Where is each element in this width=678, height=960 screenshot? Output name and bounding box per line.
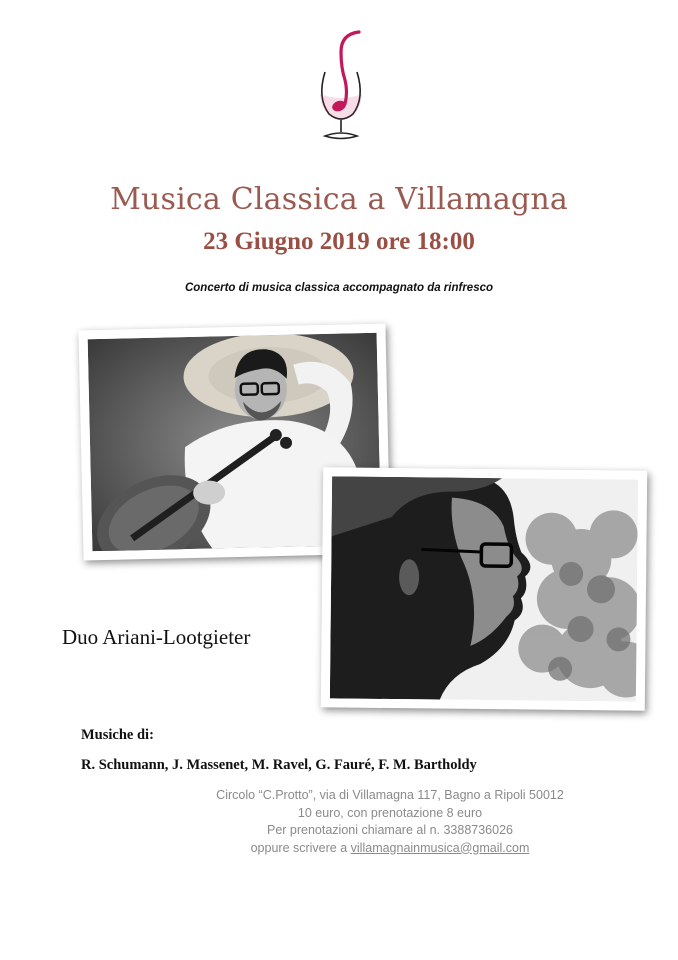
event-subtitle: Concerto di musica classica accompagnato da rinfresco <box>184 282 494 294</box>
venue-address: Circolo “C.Protto”, via di Villamagna 117, Bagno a Ripoli 50012 <box>216 788 564 802</box>
portrait-photo <box>321 467 647 710</box>
composers-list: R. Schumann, J. Massenet, M. Ravel, G. Fauré, F. M. Bartholdy <box>81 757 477 773</box>
booking-phone: Per prenotazioni chiamare al n. 3388736026 <box>266 823 513 837</box>
program-heading: Musiche di: <box>81 727 154 743</box>
event-title: Musica Classica a Villamagna <box>110 182 568 217</box>
email-prefix: oppure scrivere a <box>250 840 351 855</box>
email-link[interactable]: villamagnainmusica@gmail.com <box>350 840 530 855</box>
ticket-price: 10 euro, con prenotazione 8 euro <box>297 805 483 820</box>
duo-name: Duo Ariani-Lootgieter <box>62 625 251 649</box>
event-date: 23 Giugno 2019 ore 18:00 <box>203 228 475 255</box>
wine-glass-music-note-logo <box>311 28 371 142</box>
event-info <box>190 787 590 857</box>
booking-email-line <box>190 840 590 858</box>
